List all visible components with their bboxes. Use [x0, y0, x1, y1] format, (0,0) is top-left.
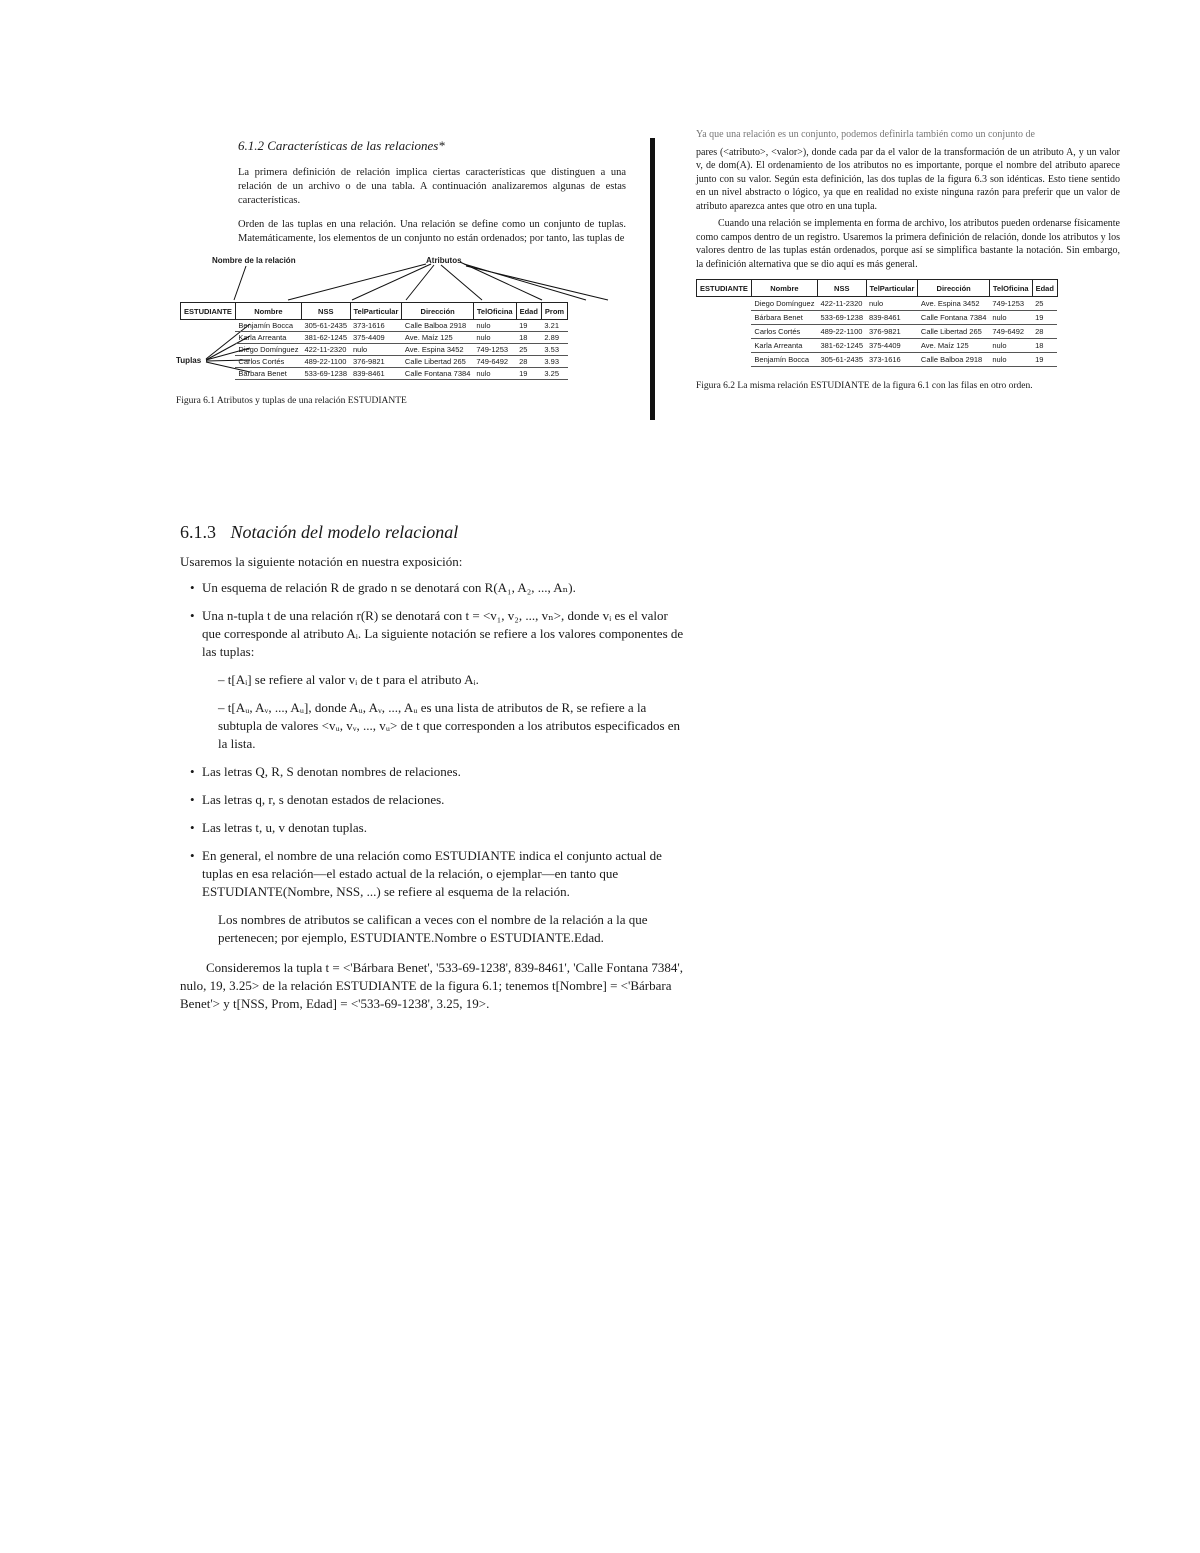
- list-item: [190, 607, 685, 661]
- list-item: [190, 847, 685, 901]
- notation-list-continued: [180, 763, 685, 901]
- cell: Diego Domínguez: [235, 344, 301, 356]
- header-nombre: Nombre: [235, 303, 301, 320]
- cell: Karla Arreanta: [235, 332, 301, 344]
- cell: Ave. Espina 3452: [918, 297, 989, 311]
- relation-table-estudiante: [180, 302, 568, 380]
- list-item-text: En general, el nombre de una relación como ESTUDIANTE indica el conjunto actual de tuplas en esa relación—el estado actual de la relación, o ejemplar—en tanto que ESTUDIANTE(Nombre, NSS, ...) se refiere al esquema de la relación.: [202, 848, 662, 899]
- section-title-6-1-2: 6.1.2 Características de las relaciones*: [238, 138, 445, 153]
- cell: 839-8461: [866, 311, 918, 325]
- figure-6-2-panel: [696, 128, 1120, 391]
- cell: Bárbara Benet: [235, 368, 301, 380]
- relation-name-cell: ESTUDIANTE: [697, 280, 752, 297]
- cell: Carlos Cortés: [751, 325, 817, 339]
- cell: Carlos Cortés: [235, 356, 301, 368]
- cell: nulo: [989, 311, 1032, 325]
- header-nombre: Nombre: [751, 280, 817, 297]
- list-item-text: Un esquema de relación R de grado n se denotará con R(A₁, A₂, ..., Aₙ).: [202, 580, 576, 595]
- header-telparticular: TelParticular: [866, 280, 918, 297]
- cell: 3.53: [541, 344, 567, 356]
- cell: 18: [1032, 339, 1057, 353]
- bullet-icon: •: [190, 792, 195, 807]
- header-edad: Edad: [1032, 280, 1057, 297]
- figure-caption-6-2: Figura 6.2 La misma relación ESTUDIANTE de la figura 6.1 con las filas en otro orden.: [696, 381, 1033, 391]
- sub-item-single-attribute: – t[Aᵢ] se refiere al valor vᵢ de t para el atributo Aᵢ.: [218, 672, 479, 687]
- cell: 25: [516, 344, 541, 356]
- table-row: [181, 344, 568, 356]
- cell: nulo: [866, 297, 918, 311]
- section-title: Notación del modelo relacional: [230, 522, 459, 542]
- cell: 18: [516, 332, 541, 344]
- table-row: [697, 297, 1058, 311]
- cell: 422-11-2320: [817, 297, 866, 311]
- header-edad: Edad: [516, 303, 541, 320]
- cell: nulo: [989, 339, 1032, 353]
- section-6-1-3: [180, 522, 685, 1013]
- list-item-text: Las letras t, u, v denotan tuplas.: [202, 820, 367, 835]
- cell: Ave. Maíz 125: [402, 332, 473, 344]
- cell: Calle Fontana 7384: [918, 311, 989, 325]
- cell: Calle Balboa 2918: [402, 320, 473, 332]
- cell: 376-9821: [350, 356, 402, 368]
- section-number: 6.1.3: [180, 522, 216, 542]
- table-row: [697, 311, 1058, 325]
- table-row: [181, 368, 568, 380]
- label-attributes: Atributos: [426, 256, 462, 265]
- list-item: [190, 819, 685, 837]
- cell: nulo: [473, 368, 516, 380]
- cell: 533-69-1238: [817, 311, 866, 325]
- cell: 749-6492: [989, 325, 1032, 339]
- cell: 25: [1032, 297, 1057, 311]
- cell: 373-1616: [866, 353, 918, 367]
- relation-diagram: [176, 256, 626, 388]
- cell: 533-69-1238: [301, 368, 350, 380]
- cell: 381-62-1245: [817, 339, 866, 353]
- paragraph-implementation: Cuando una relación se implementa en forma de archivo, los atributos pueden ordenarse físicamente como campos dentro de un registro. Usaremos la primera definición de relación, donde los atributos y los valores dentro de las tuplas están ordenados, porque así se simplifica bastante la notación. Sin embargo, la definición alternativa que se dio aquí es más general.: [696, 218, 1120, 270]
- cell: 749-1253: [989, 297, 1032, 311]
- cell: Benjamín Bocca: [235, 320, 301, 332]
- cell: 3.93: [541, 356, 567, 368]
- table-row: [181, 356, 568, 368]
- bullet-icon: •: [190, 764, 195, 779]
- cell: Diego Domínguez: [751, 297, 817, 311]
- cell: nulo: [473, 332, 516, 344]
- cell: Bárbara Benet: [751, 311, 817, 325]
- bullet-icon: •: [190, 608, 195, 623]
- intro-paragraph: Usaremos la siguiente notación en nuestra exposición:: [180, 554, 463, 569]
- relation-table-estudiante-reordered: [696, 279, 1058, 367]
- cell: Calle Libertad 265: [402, 356, 473, 368]
- cell: 373-1616: [350, 320, 402, 332]
- cell: Calle Libertad 265: [918, 325, 989, 339]
- relation-name-cell: ESTUDIANTE: [181, 303, 236, 320]
- bullet-icon: •: [190, 580, 195, 595]
- section-heading: [180, 522, 685, 543]
- cell: 489-22-1100: [817, 325, 866, 339]
- cell: 422-11-2320: [301, 344, 350, 356]
- cell: Ave. Maíz 125: [918, 339, 989, 353]
- table-row: [697, 325, 1058, 339]
- cell: 489-22-1100: [301, 356, 350, 368]
- paragraph-tuple-order: Orden de las tuplas en una relación. Una relación se define como un conjunto de tuplas. Matemáticamente, los elementos de un conjunto no están ordenados; por tanto, las tuplas de: [238, 219, 626, 244]
- cell: 381-62-1245: [301, 332, 350, 344]
- header-direccion: Dirección: [402, 303, 473, 320]
- sub-item-subtuple: – t[Aᵤ, Aᵥ, ..., Aᵤ], donde Aᵤ, Aᵥ, ..., Aᵤ es una lista de atributos de R, se refiere a la subtupla de valores <vᵤ, vᵥ, ..., vᵤ> de t que corresponden a los atributos especificados en la lista.: [218, 700, 681, 751]
- cell: Calle Fontana 7384: [402, 368, 473, 380]
- cell: nulo: [989, 353, 1032, 367]
- list-item-text: Las letras q, r, s denotan estados de relaciones.: [202, 792, 445, 807]
- cell: 305-61-2435: [301, 320, 350, 332]
- column-divider: [650, 138, 655, 420]
- cell: 839-8461: [350, 368, 402, 380]
- cell: 19: [1032, 353, 1057, 367]
- table-row: [181, 332, 568, 344]
- header-nss: NSS: [817, 280, 866, 297]
- bullet-icon: •: [190, 820, 195, 835]
- figure-caption-6-1: Figura 6.1 Atributos y tuplas de una relación ESTUDIANTE: [176, 396, 407, 406]
- header-nss: NSS: [301, 303, 350, 320]
- cut-off-line: Ya que una relación es un conjunto, podemos definirla también como un conjunto de: [696, 129, 1035, 140]
- list-item-text: Las letras Q, R, S denotan nombres de relaciones.: [202, 764, 461, 779]
- cell: 305-61-2435: [817, 353, 866, 367]
- cell: 2.89: [541, 332, 567, 344]
- cell: 28: [1032, 325, 1057, 339]
- bullet-icon: •: [190, 848, 195, 863]
- cell: Karla Arreanta: [751, 339, 817, 353]
- table-row: [697, 353, 1058, 367]
- cell: Ave. Espina 3452: [402, 344, 473, 356]
- cell: 28: [516, 356, 541, 368]
- cell: Benjamín Bocca: [751, 353, 817, 367]
- list-item: [190, 791, 685, 809]
- header-telparticular: TelParticular: [350, 303, 402, 320]
- table-row: [697, 339, 1058, 353]
- list-item-text: Una n-tupla t de una relación r(R) se denotará con t = <v₁, v₂, ..., vₙ>, donde vᵢ es el valor que corresponde al atributo Aᵢ. La siguiente notación se refiere a los valores componentes de las tuplas:: [202, 608, 684, 659]
- cell: nulo: [473, 320, 516, 332]
- paragraph-characteristics: La primera definición de relación implica ciertas características que distinguen a una relación de un archivo o de una tabla. A continuación analizaremos algunas de estas características.: [238, 167, 626, 206]
- cell: 19: [516, 320, 541, 332]
- cell: 749-6492: [473, 356, 516, 368]
- header-direccion: Dirección: [918, 280, 989, 297]
- cell: 19: [1032, 311, 1057, 325]
- qualified-names-note: Los nombres de atributos se califican a veces con el nombre de la relación a la que pertenecen; por ejemplo, ESTUDIANTE.Nombre o ESTUDIANTE.Edad.: [218, 912, 648, 945]
- cell: 375-4409: [350, 332, 402, 344]
- header-teloficina: TelOficina: [473, 303, 516, 320]
- paragraph-pairs-definition: pares (<atributo>, <valor>), donde cada par da el valor de la transformación de un atributo A, y un valor v, de dom(A). El ordenamiento de los atributos no es importante, porque el nombre del atributo aparece junto con su valor. Según esta definición, las dos tuplas de la figura 6.3 son idénticas. Esto tiene sentido en un nivel abstracto o lógico, ya que en realidad no existe ninguna razón para preferir que un valor de atributo aparezca antes que otro en una tupla.: [696, 146, 1120, 212]
- list-item: [190, 763, 685, 781]
- example-paragraph: Consideremos la tupla t = <'Bárbara Benet', '533-69-1238', 839-8461', 'Calle Fontana 7384', nulo, 19, 3.25> de la relación ESTUDIANTE de la figura 6.1; tenemos t[Nombre] = <'Bárbara Benet'> y t[NSS, Prom, Edad] = <'533-69-1238', 3.25, 19>.: [180, 960, 683, 1011]
- table-row: [181, 320, 568, 332]
- cell: Calle Balboa 2918: [918, 353, 989, 367]
- cell: nulo: [350, 344, 402, 356]
- label-tuples: Tuplas: [176, 356, 202, 365]
- header-teloficina: TelOficina: [989, 280, 1032, 297]
- cell: 376-9821: [866, 325, 918, 339]
- cell: 3.25: [541, 368, 567, 380]
- header-prom: Prom: [541, 303, 567, 320]
- cell: 375-4409: [866, 339, 918, 353]
- cell: 19: [516, 368, 541, 380]
- notation-list: [180, 579, 685, 661]
- figure-6-1-panel: [176, 138, 626, 406]
- label-relation-name: Nombre de la relación: [212, 256, 296, 265]
- cell: 749-1253: [473, 344, 516, 356]
- list-item: [190, 579, 685, 597]
- cell: 3.21: [541, 320, 567, 332]
